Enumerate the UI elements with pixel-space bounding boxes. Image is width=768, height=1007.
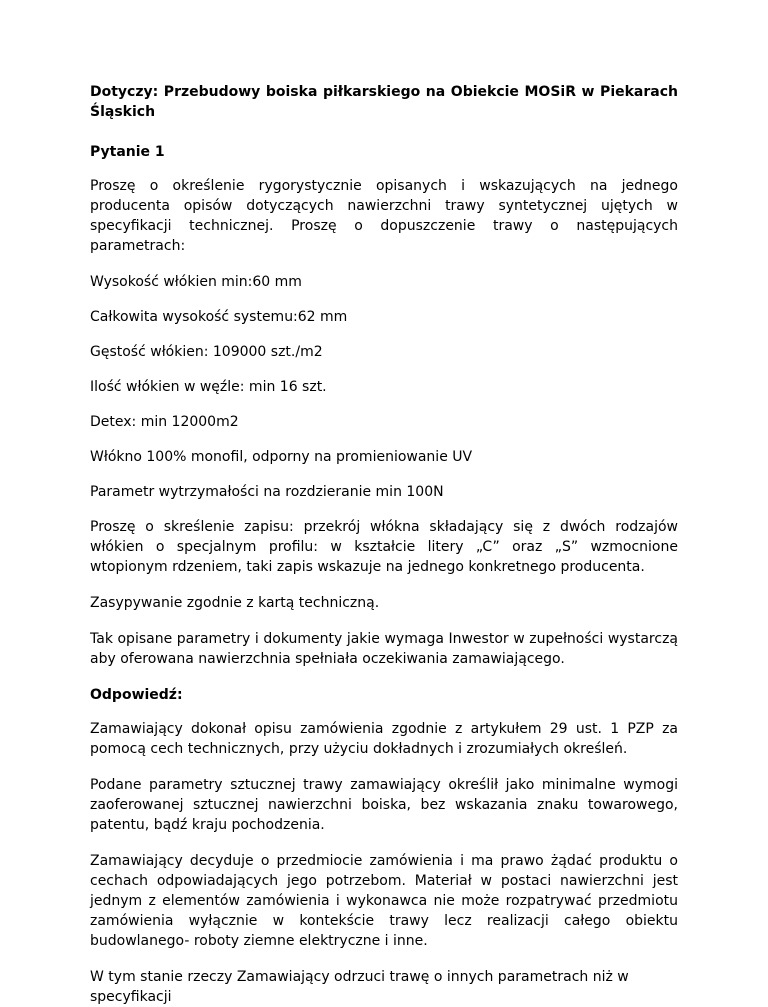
document-title: Dotyczy: Przebudowy boiska piłkarskiego na Obiekcie MOSiR w Piekarach Śląskich bbox=[90, 84, 678, 120]
parameter-system-height: Całkowita wysokość systemu:62 mm bbox=[90, 309, 348, 325]
question-intro: Proszę o określenie rygorystycznie opisanych i wskazujących na jednego producenta opisów dotyczących nawierzchni trawy syntetycznej ujętych w specyfikacji technicznej. Proszę o dopuszczenie trawy o następujących parametrach: bbox=[90, 178, 678, 254]
answer-heading: Odpowiedź: bbox=[90, 687, 183, 703]
answer-paragraph-1: Zamawiający dokonał opisu zamówienia zgodnie z artykułem 29 ust. 1 PZP za pomocą cech technicznych, przy użyciu dokładnych i zrozumiałych określeń. bbox=[90, 721, 678, 757]
question-paragraph-profile: Proszę o skreślenie zapisu: przekrój włókna składający się z dwóch rodzajów włókien o specjalnym profilu: w kształcie litery „C” oraz „S” wzmocnione wtopionym rdzeniem, taki zapis wskazuje na jednego konkretnego producenta. bbox=[90, 519, 678, 575]
parameter-fiber-density: Gęstość włókien: 109000 szt./m2 bbox=[90, 344, 323, 360]
parameter-fibers-per-knot: Ilość włókien w węźle: min 16 szt. bbox=[90, 379, 327, 395]
answer-paragraph-2: Podane parametry sztucznej trawy zamawiający określił jako minimalne wymogi zaoferowanej sztucznej nawierzchni boiska, bez wskazania znaku towarowego, patentu, bądź kraju pochodzenia. bbox=[90, 777, 678, 833]
parameter-fiber-height: Wysokość włókien min:60 mm bbox=[90, 274, 302, 290]
question-paragraph-infill: Zasypywanie zgodnie z kartą techniczną. bbox=[90, 595, 380, 611]
question-paragraph-summary: Tak opisane parametry i dokumenty jakie wymaga Inwestor w zupełności wystarczą aby oferowana nawierzchnia spełniała oczekiwania zamawiającego. bbox=[90, 631, 678, 667]
parameter-detex: Detex: min 12000m2 bbox=[90, 414, 239, 430]
parameter-tear-strength: Parametr wytrzymałości na rozdzieranie min 100N bbox=[90, 484, 444, 500]
answer-paragraph-4: W tym stanie rzeczy Zamawiający odrzuci trawę o innych parametrach niż w specyfikacji bbox=[90, 969, 629, 1005]
parameter-monofilament: Włókno 100% monofil, odporny na promieniowanie UV bbox=[90, 449, 473, 465]
question-heading: Pytanie 1 bbox=[90, 144, 165, 160]
answer-paragraph-3: Zamawiający decyduje o przedmiocie zamówienia i ma prawo żądać produktu o cechach odpowiadających jego potrzebom. Materiał w postaci nawierzchni jest jednym z elementów zamówienia i wykonawca nie może rozpatrywać przedmiotu zamówienia wyłącznie w kontekście trawy lecz realizacji całego obiektu budowlanego- roboty ziemne elektryczne i inne. bbox=[90, 853, 678, 949]
